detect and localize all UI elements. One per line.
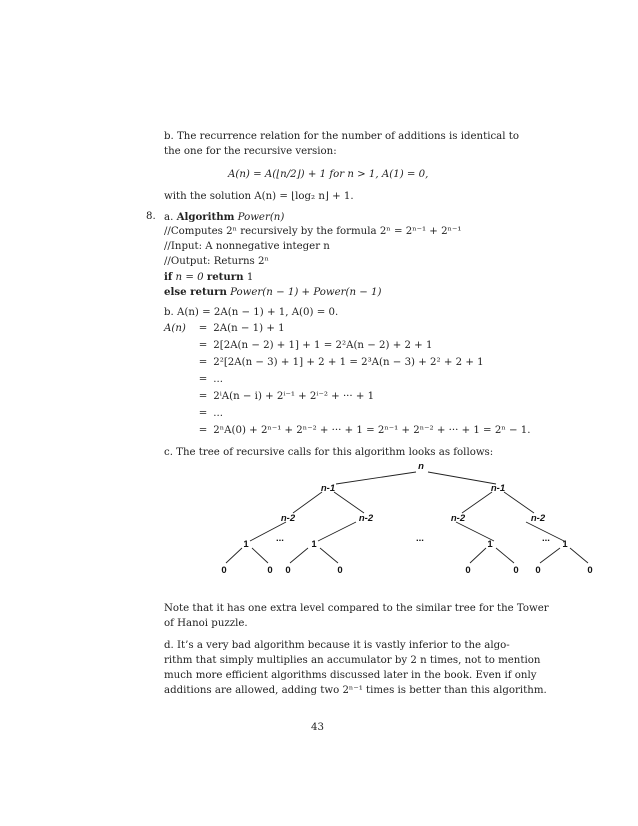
tree-leaf: 0 xyxy=(285,565,291,576)
tree-ellipsis: ... xyxy=(276,533,284,544)
equals-sign: = xyxy=(198,408,208,419)
tree-leaf: 0 xyxy=(337,565,343,576)
part-d-line3: much more efficient algorithms discussed later in the book. Even if only xyxy=(164,670,537,681)
return-keyword: return xyxy=(206,271,244,283)
if-condition: n = 0 xyxy=(175,272,204,283)
part-b1-solution: with the solution A(n) = ⌊log₂ n⌋ + 1. xyxy=(164,191,354,202)
equals-sign: = xyxy=(198,391,208,402)
tree-node-level2: n-2 xyxy=(450,513,466,524)
derivation-rhs: 2[2A(n − 2) + 1] + 1 = 2²A(n − 2) + 2 + 1 xyxy=(213,340,433,351)
part-a-label: a. xyxy=(164,212,174,223)
part-b2-recurrence: b. A(n) = 2A(n − 1) + 1, A(0) = 0. xyxy=(164,307,339,318)
note-line1: Note that it has one extra level compared to the similar tree for the Tower xyxy=(164,603,549,614)
problem-number: 8. xyxy=(146,211,156,222)
tree-node-level2: n-2 xyxy=(280,513,296,524)
derivation-rhs: 2ⁿA(0) + 2ⁿ⁻¹ + 2ⁿ⁻² + ··· + 1 = 2ⁿ⁻¹ + 2ⁿ⁻² + ··· + 1 = 2ⁿ − 1. xyxy=(213,425,531,436)
tree-ellipsis: ... xyxy=(542,533,550,544)
part-b1-line2: the one for the recursive version: xyxy=(164,146,337,157)
equals-sign: = xyxy=(198,340,208,351)
tree-node-level3: 1 xyxy=(562,539,568,550)
derivation-rhs: 2ⁱA(n − i) + 2ⁱ⁻¹ + 2ⁱ⁻² + ··· + 1 xyxy=(213,391,375,402)
tree-node-level3: 1 xyxy=(311,539,317,550)
derivation-rhs: 2A(n − 1) + 1 xyxy=(213,323,285,334)
else-return-keyword: else return xyxy=(164,286,227,298)
algo-comment-1: //Computes 2ⁿ recursively by the formula 2ⁿ = 2ⁿ⁻¹ + 2ⁿ⁻¹ xyxy=(164,226,462,237)
part-d-line2: rithm that simply multiplies an accumulator by 2 n times, not to mention xyxy=(164,655,541,666)
tree-leaf: 0 xyxy=(221,565,227,576)
part-c-text: c. The tree of recursive calls for this algorithm looks as follows: xyxy=(164,447,494,458)
tree-node-level2: n-2 xyxy=(358,513,374,524)
tree-node-root: n xyxy=(418,461,424,472)
note-line2: of Hanoi puzzle. xyxy=(164,618,248,629)
algo-comment-3: //Output: Returns 2ⁿ xyxy=(164,256,269,267)
tree-node-level3: 1 xyxy=(243,539,249,550)
equals-sign: = xyxy=(198,425,208,436)
tree-leaf: 0 xyxy=(513,565,519,576)
tree-leaf: 0 xyxy=(587,565,593,576)
algorithm-name: Power(n) xyxy=(237,212,285,223)
algo-comment-2: //Input: A nonnegative integer n xyxy=(164,241,330,252)
equals-sign: = xyxy=(198,357,208,368)
algorithm-keyword: Algorithm xyxy=(176,211,235,223)
tree-node-level2: n-2 xyxy=(530,513,546,524)
return-value: 1 xyxy=(246,272,254,283)
page-number: 43 xyxy=(311,722,324,733)
derivation-rhs: ... xyxy=(213,374,223,385)
part-b1-equation: A(n) = A(⌊n/2⌋) + 1 for n > 1, A(1) = 0, xyxy=(228,169,429,180)
part-d-line1: d. It’s a very bad algorithm because it is vastly inferior to the algo- xyxy=(164,640,510,651)
derivation-lhs: A(n) xyxy=(164,323,186,334)
tree-node-level3: 1 xyxy=(487,539,493,550)
if-keyword: if xyxy=(164,271,173,283)
tree-leaf: 0 xyxy=(267,565,273,576)
part-d-line4: additions are allowed, adding two 2ⁿ⁻¹ times is better than this algorithm. xyxy=(164,685,547,696)
tree-leaf: 0 xyxy=(535,565,541,576)
equals-sign: = xyxy=(198,374,208,385)
tree-node-level1: n-1 xyxy=(320,483,336,494)
tree-leaf: 0 xyxy=(465,565,471,576)
derivation-rhs: 2²[2A(n − 3) + 1] + 2 + 1 = 2³A(n − 3) + 2² + 2 + 1 xyxy=(213,357,484,368)
part-b1-line1: b. The recurrence relation for the number of additions is identical to xyxy=(164,131,519,142)
equals-sign: = xyxy=(198,323,208,334)
tree-node-level1: n-1 xyxy=(490,483,506,494)
else-expression: Power(n − 1) + Power(n − 1) xyxy=(230,287,382,298)
derivation-rhs: ... xyxy=(213,408,223,419)
tree-ellipsis: ... xyxy=(416,533,424,544)
